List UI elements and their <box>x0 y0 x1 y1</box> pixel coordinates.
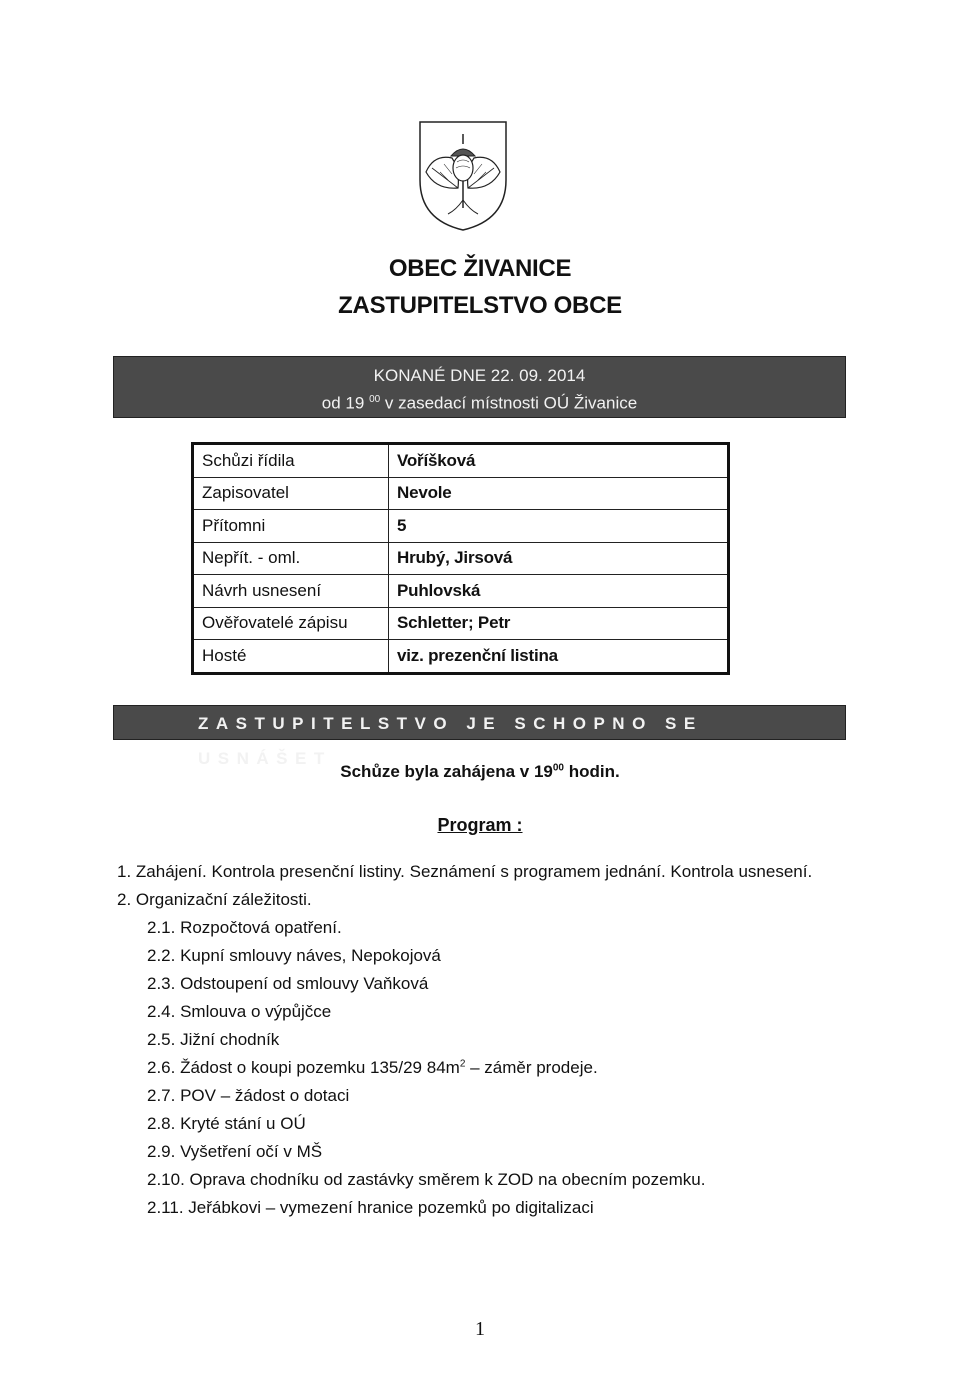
list-item: 2.4. Smlouva o výpůjčce <box>147 1002 332 1021</box>
list-item: 2.5. Jižní chodník <box>147 1030 280 1049</box>
agenda-list <box>117 858 937 1222</box>
table-row: Přítomni 5 <box>193 510 729 543</box>
list-item: 2.10. Oprava chodníku od zastávky směrem k ZOD na obecním pozemku. <box>147 1170 706 1189</box>
table-row: Schůzi řídila Voříšková <box>193 444 729 478</box>
list-item: 2.8. Kryté stání u OÚ <box>147 1114 306 1133</box>
list-item: 1. Zahájení. Kontrola presenční listiny. Seznámení s programem jednání. Kontrola usnesení. <box>117 862 813 881</box>
list-item: 2.1. Rozpočtová opatření. <box>147 918 342 937</box>
table-row: Nepřít. - oml. Hrubý, Jirsová <box>193 542 729 575</box>
table-row: Zapisovatel Nevole <box>193 477 729 510</box>
page-number: 1 <box>475 1318 485 1340</box>
list-item: 2.9. Vyšetření očí v MŠ <box>147 1142 323 1161</box>
municipality-title: OBEC ŽIVANICE <box>388 255 572 282</box>
attendance-table <box>191 442 730 675</box>
list-item: 2.6. Žádost o koupi pozemku 135/29 $84m^2$ – záměr prodeje. <box>147 1058 598 1077</box>
list-item: 2.11. Jeřábkovi – vymezení hranice pozemků po digitalizaci <box>147 1198 594 1217</box>
meeting-opened-statement: Schůze byla zahájena v $19^{00}$ hodin. <box>340 762 620 781</box>
list-item: 2.7. POV – žádost o dotaci <box>147 1086 350 1105</box>
table-row: Návrh usnesení Puhlovská <box>193 575 729 608</box>
table-row: Ověřovatelé zápisu Schletter; Petr <box>193 607 729 640</box>
municipal-crest-icon <box>418 120 508 232</box>
meeting-info-banner <box>113 356 846 418</box>
table-row: Hosté viz. prezenční listina <box>193 640 729 674</box>
list-item: 2.2. Kupní smlouvy náves, Nepokojová <box>147 946 441 965</box>
meeting-time-place: od 19 $^{00}$ v zasedací místnosti OÚ Živanice <box>321 393 638 413</box>
council-title: ZASTUPITELSTVO OBCE <box>338 292 622 319</box>
program-heading: Program : <box>437 815 523 835</box>
meeting-date: KONANÉ DNE 22. 09. 2014 <box>373 366 586 385</box>
list-item: 2. Organizační záležitosti. <box>117 890 312 909</box>
list-item: 2.3. Odstoupení od smlouvy Vaňková <box>147 974 429 993</box>
quorum-banner: ZASTUPITELSTVO JE SCHOPNO SE USNÁŠET <box>113 705 846 740</box>
